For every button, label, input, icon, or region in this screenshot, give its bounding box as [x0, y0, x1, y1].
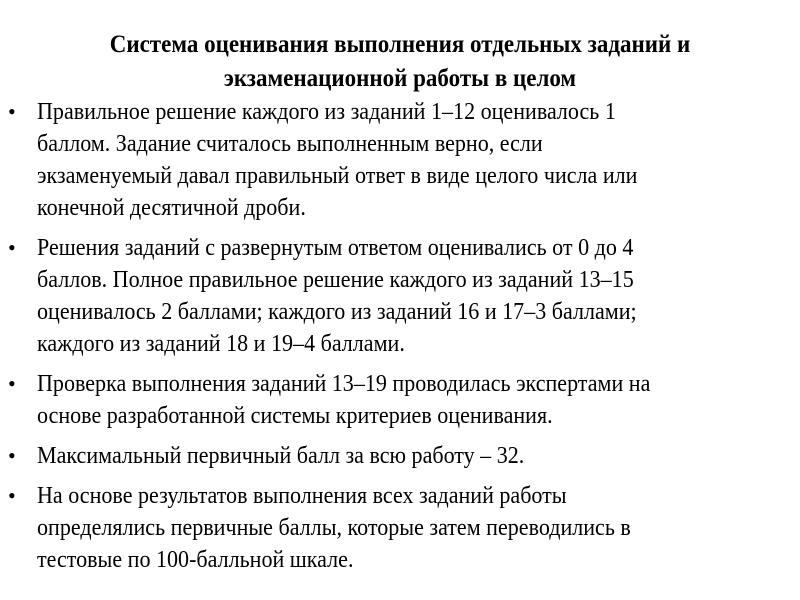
bullet-text-line: баллов. Полное правильное решение каждого из заданий 13–15	[37, 266, 634, 293]
bullet-dot-icon: •	[8, 483, 16, 508]
bullet-item-score-conversion	[0, 480, 800, 576]
bullet-dot-icon: •	[8, 235, 16, 260]
bullet-text-line: баллом. Задание считалось выполненным верно, если	[37, 130, 543, 157]
bullet-text-line: тестовые по 100-балльной шкале.	[37, 546, 354, 573]
bullet-text-line: оценивалось 2 баллами; каждого из заданий 16 и 17–3 баллами;	[37, 298, 637, 325]
bullet-text-line: Проверка выполнения заданий 13–19 проводилась экспертами на	[37, 370, 651, 397]
bullet-dot-icon: •	[8, 443, 16, 468]
bullet-dot-icon: •	[8, 99, 16, 124]
bullet-text-line: определялись первичные баллы, которые затем переводились в	[37, 514, 631, 541]
bullet-text-line: Решения заданий с развернутым ответом оценивались от 0 до 4	[37, 234, 634, 261]
bullet-text-line: каждого из заданий 18 и 19–4 баллами.	[37, 330, 405, 357]
bullet-item-expert-review	[0, 368, 800, 432]
slide-title	[0, 28, 800, 96]
title-line-2: экзаменационной работы в целом	[223, 65, 577, 92]
bullet-text-line: Правильное решение каждого из заданий 1–12 оценивалось 1	[37, 98, 616, 125]
bullet-item-extended-answers	[0, 232, 800, 360]
bullet-dot-icon: •	[8, 371, 16, 396]
bullet-text-line: экзаменуемый давал правильный ответ в виде целого числа или	[37, 162, 638, 189]
bullet-text-line: конечной десятичной дроби.	[37, 194, 306, 221]
bullet-text-line: На основе результатов выполнения всех заданий работы	[37, 482, 567, 509]
bullet-item-max-score	[0, 440, 800, 472]
bullet-text-line: основе разработанной системы критериев оценивания.	[37, 402, 553, 429]
bullet-list	[0, 96, 800, 584]
bullet-item-scoring-1-12	[0, 96, 800, 224]
title-line-1: Система оценивания выполнения отдельных заданий и	[109, 31, 691, 58]
bullet-text-line: Максимальный первичный балл за всю работу – 32.	[37, 442, 525, 469]
